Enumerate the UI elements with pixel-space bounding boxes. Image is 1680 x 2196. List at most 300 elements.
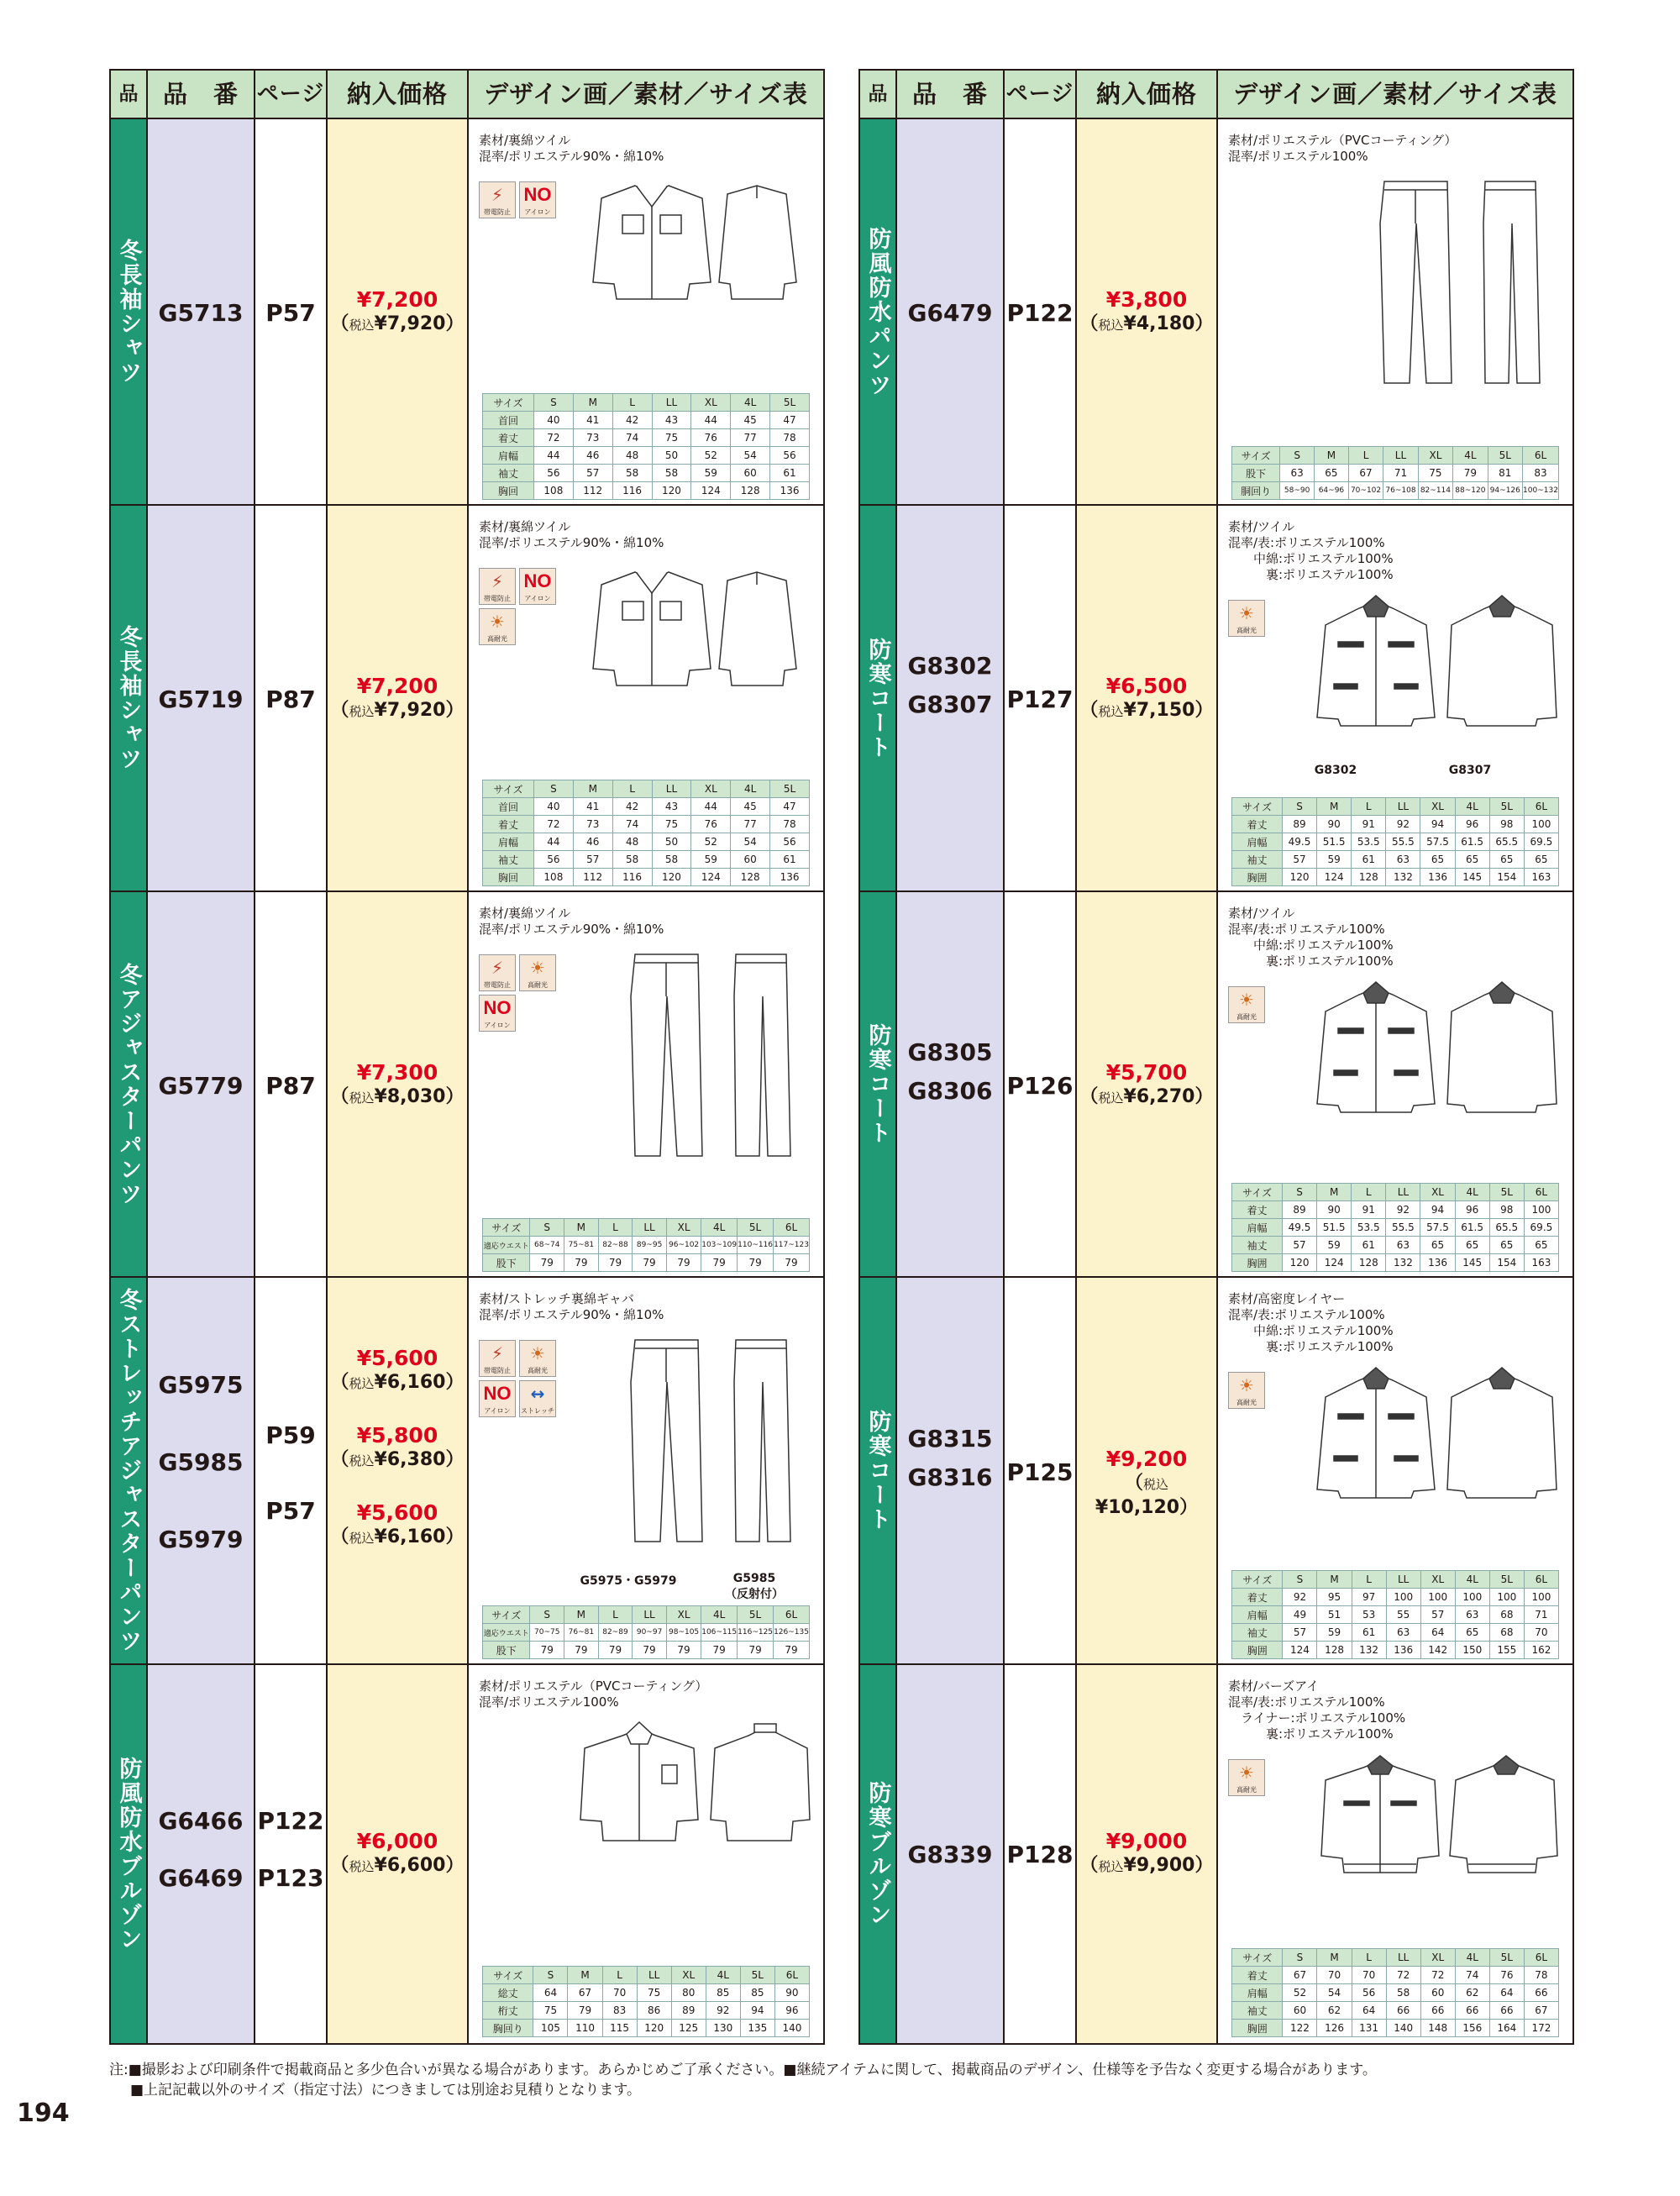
size-value: 94: [740, 2002, 774, 2020]
size-table-row: [1232, 1984, 1559, 2002]
size-value: 61: [1352, 851, 1386, 869]
size-header-cell: S: [530, 1606, 564, 1624]
size-value: 132: [1386, 869, 1420, 886]
size-header-cell: 5L: [770, 394, 810, 412]
wholesale-price: ¥7,300: [356, 1059, 438, 1085]
catalog-page-cell: [1005, 506, 1077, 890]
lightfast-icon: ☀ 高耐光: [479, 608, 516, 645]
size-value: 135: [740, 2020, 774, 2037]
size-header-cell: L: [598, 1606, 633, 1624]
product-code-cell: [897, 1278, 1005, 1663]
size-value: 97: [1352, 1589, 1386, 1606]
size-row-label: 袖丈: [1232, 1237, 1283, 1254]
price-cell: [328, 506, 469, 890]
size-header-cell: サイズ: [1232, 1571, 1283, 1589]
size-header-cell: サイズ: [483, 780, 534, 798]
size-header-cell: L: [598, 1219, 633, 1237]
product-category: [111, 119, 148, 504]
badge-label: 帯電防止: [484, 208, 511, 216]
product-row: [860, 1278, 1572, 1665]
size-value: 103~109: [701, 1237, 738, 1254]
size-table-row: [1232, 1606, 1559, 1624]
tax-label: 税込: [1098, 1090, 1124, 1106]
size-value: 58: [612, 851, 652, 869]
size-value: 66: [1386, 2002, 1420, 2020]
size-table-row: [1232, 1624, 1559, 1642]
material-text: 素材/ポリエステル（PVCコーティング） 混率/ポリエステル100%: [479, 1679, 708, 1710]
size-value: 72: [1386, 1967, 1420, 1984]
size-value: 79: [564, 1642, 599, 1659]
size-value: 128: [1352, 1254, 1386, 1272]
size-row-label: 股下: [1232, 465, 1280, 482]
size-value: 132: [1352, 1642, 1386, 1659]
garment-illustration: [1309, 1363, 1561, 1510]
illustration-caption: G8302: [1314, 764, 1357, 777]
size-row-label: 肩幅: [1232, 1219, 1283, 1237]
catalog-page-cell: [1005, 892, 1077, 1276]
size-row-label: 股下: [483, 1642, 530, 1659]
price-block: [328, 1346, 467, 1395]
size-value: 68: [1489, 1606, 1524, 1624]
size-value: 72: [533, 429, 573, 447]
size-value: 59: [1317, 1624, 1352, 1642]
badge-label: 高耐光: [528, 981, 548, 989]
size-value: 46: [573, 447, 612, 465]
size-value: 70: [1352, 1967, 1386, 1984]
product-category: [860, 1278, 897, 1663]
size-value: 73: [573, 816, 612, 833]
product-row: [860, 892, 1572, 1278]
tax-price-value: ¥9,900: [1123, 1855, 1195, 1876]
size-table-row: [483, 447, 810, 465]
header-design: デザイン画／素材／サイズ表: [1233, 80, 1557, 108]
size-header-cell: M: [564, 1219, 599, 1237]
size-value: 89~95: [633, 1237, 667, 1254]
size-table-header: [1232, 1949, 1559, 1967]
size-value: 65: [1420, 851, 1455, 869]
product-row: [111, 119, 823, 506]
header-name: 品: [111, 71, 148, 118]
size-value: 70~75: [530, 1624, 564, 1642]
size-header-cell: 4L: [731, 780, 770, 798]
catalog-page-cell: [255, 892, 328, 1276]
size-value: 77: [731, 816, 770, 833]
size-table: [482, 1218, 810, 1272]
no-iron-icon: NO アイロン: [479, 1380, 516, 1417]
product-code: G8306: [907, 1076, 993, 1105]
left-catalog-table: [109, 69, 825, 2045]
size-header-cell: 4L: [1455, 798, 1489, 816]
size-value: 56: [1352, 1984, 1386, 2002]
catalog-page: P57: [265, 299, 316, 327]
product-code: G8339: [907, 1841, 993, 1868]
size-value: 116: [612, 482, 652, 500]
stretch-icon: ↔ ストレッチ: [519, 1380, 556, 1417]
size-header-cell: サイズ: [483, 1967, 533, 1984]
size-row-label: 胸回り: [483, 2020, 533, 2037]
size-table-row: [483, 429, 810, 447]
size-table-row: [1232, 465, 1559, 482]
size-row-label: 胸回: [483, 869, 534, 886]
size-value: 57.5: [1420, 833, 1455, 851]
size-value: 90: [774, 1984, 809, 2002]
size-table-row: [483, 2002, 810, 2020]
design-cell: [469, 119, 823, 504]
size-value: 50: [652, 447, 691, 465]
material-text: 素材/バーズアイ 混率/表:ポリエステル100% ライナー:ポリエステル100% 裏:ポリエステル100%: [1228, 1679, 1406, 1742]
tax-label: 税込: [349, 318, 375, 333]
size-row-label: 着丈: [483, 816, 534, 833]
size-header-cell: XL: [666, 1606, 701, 1624]
size-value: 59: [691, 465, 731, 482]
size-value: 55.5: [1386, 833, 1420, 851]
badge-label: アイロン: [524, 208, 551, 216]
size-header-cell: 4L: [731, 394, 770, 412]
size-value: 51.5: [1317, 833, 1352, 851]
wholesale-price: ¥5,600: [356, 1345, 438, 1370]
size-value: 61.5: [1455, 833, 1489, 851]
size-table-header: [1232, 1184, 1559, 1201]
size-row-label: 袖丈: [483, 465, 534, 482]
price-block: [1077, 1447, 1216, 1520]
product-code-cell: [148, 1278, 255, 1663]
size-value: 122: [1283, 2020, 1317, 2037]
size-value: 63: [1386, 851, 1420, 869]
size-header-cell: 4L: [706, 1967, 740, 1984]
size-value: 132: [1386, 1254, 1420, 1272]
size-value: 66: [1420, 2002, 1455, 2020]
tax-price-value: ¥8,030: [374, 1085, 446, 1107]
badge-label: ストレッチ: [521, 1407, 554, 1415]
size-header-cell: L: [1348, 447, 1383, 465]
size-value: 70: [1317, 1967, 1352, 1984]
size-value: 56: [533, 465, 573, 482]
product-code: G5779: [158, 1071, 244, 1100]
size-table-row: [483, 2020, 810, 2037]
product-code: G6469: [158, 1864, 244, 1892]
size-value: 51.5: [1317, 1219, 1352, 1237]
wholesale-price: ¥7,200: [356, 674, 438, 698]
product-code-cell: [897, 1665, 1005, 2043]
lightfast-icon: ☀ 高耐光: [1228, 1372, 1265, 1409]
size-value: 75: [652, 816, 691, 833]
size-value: 110~116: [738, 1237, 774, 1254]
size-value: 140: [1386, 2020, 1420, 2037]
size-table-row: [1232, 482, 1559, 500]
catalog-page-cell: [255, 1665, 328, 2043]
size-header-cell: LL: [1386, 798, 1420, 816]
size-value: 95: [1317, 1589, 1352, 1606]
badge-label: 高耐光: [1236, 1399, 1257, 1406]
size-value: 79: [738, 1254, 774, 1272]
size-header-cell: LL: [1386, 1184, 1420, 1201]
size-value: 126: [1317, 2020, 1352, 2037]
size-value: 79: [530, 1642, 564, 1659]
size-row-label: 胴回り: [1232, 482, 1280, 500]
price-block: [328, 1500, 467, 1550]
price-cell: [1077, 506, 1218, 890]
size-value: 110: [568, 2020, 602, 2037]
size-value: 63: [1455, 1606, 1489, 1624]
size-value: 98: [1489, 1201, 1524, 1219]
size-value: 63: [1386, 1237, 1420, 1254]
design-cell: [469, 506, 823, 890]
wholesale-price: ¥5,700: [1105, 1059, 1188, 1085]
size-value: 65: [1455, 1624, 1489, 1642]
product-category-label: 防寒コート: [864, 1410, 891, 1531]
material-text: 素材/ツイル 混率/表:ポリエステル100% 中綿:ポリエステル100% 裏:ポリエステル100%: [1228, 519, 1394, 582]
size-header-cell: 5L: [1488, 447, 1522, 465]
price-cell: [328, 119, 469, 504]
tax-included-price: （税込¥6,160）: [330, 1526, 465, 1547]
tax-included-price: （税込¥6,600）: [330, 1855, 465, 1876]
size-value: 79: [530, 1254, 564, 1272]
size-table: [482, 1605, 810, 1659]
size-value: 100: [1524, 1201, 1558, 1219]
size-value: 81: [1488, 465, 1522, 482]
size-value: 94: [1420, 816, 1455, 833]
size-header-cell: XL: [1420, 1949, 1455, 1967]
size-row-label: 桁丈: [483, 2002, 533, 2020]
size-value: 89: [1282, 816, 1316, 833]
size-value: 92: [1386, 816, 1420, 833]
size-value: 136: [1420, 869, 1455, 886]
size-value: 47: [770, 798, 810, 816]
footnote-2: ■上記記載以外のサイズ（指定寸法）につきましては別途お見積りとなります。: [130, 2082, 642, 2099]
product-category-label: 防風防水ブルゾン: [115, 1757, 142, 1952]
illustration-caption: G5975・G5979: [580, 1574, 677, 1588]
antistatic-icon: ⚡ 帯電防止: [479, 954, 516, 991]
tax-price-value: ¥4,180: [1123, 313, 1195, 334]
size-value: 65: [1420, 1237, 1455, 1254]
tax-price-value: ¥7,920: [374, 313, 446, 334]
size-value: 108: [533, 482, 573, 500]
size-header-cell: XL: [671, 1967, 706, 1984]
product-category: [860, 506, 897, 890]
size-row-label: 袖丈: [483, 851, 534, 869]
size-value: 43: [652, 412, 691, 429]
size-value: 136: [770, 869, 810, 886]
tax-label: 税込: [349, 1859, 375, 1874]
size-value: 78: [1524, 1967, 1558, 1984]
size-value: 120: [652, 482, 691, 500]
size-row-label: 肩幅: [1232, 833, 1283, 851]
size-value: 91: [1352, 816, 1386, 833]
header-page: ページ: [255, 71, 328, 118]
lightfast-icon: ☀ 高耐光: [1228, 986, 1265, 1023]
size-header-cell: M: [1317, 1184, 1352, 1201]
catalog-page: P128: [1006, 1841, 1074, 1868]
size-value: 100: [1455, 1589, 1489, 1606]
size-value: 75: [637, 1984, 671, 2002]
catalog-page: P59: [265, 1421, 316, 1449]
product-code-cell: [148, 119, 255, 504]
tax-included-price: （税込¥8,030）: [330, 1085, 465, 1107]
size-row-label: 首回: [483, 412, 534, 429]
header-price: 納入価格: [1077, 71, 1218, 118]
page-number: 194: [17, 2099, 70, 2128]
size-value: 49.5: [1282, 1219, 1316, 1237]
size-table-row: [483, 798, 810, 816]
size-value: 116: [612, 869, 652, 886]
size-value: 136: [770, 482, 810, 500]
size-value: 70: [602, 1984, 637, 2002]
garment-illustration: [576, 560, 811, 697]
size-value: 117~123: [774, 1237, 810, 1254]
size-value: 76: [691, 816, 731, 833]
size-value: 89: [671, 2002, 706, 2020]
size-value: 42: [612, 798, 652, 816]
size-value: 92: [1283, 1589, 1317, 1606]
size-value: 79: [701, 1254, 738, 1272]
size-value: 156: [1455, 2020, 1489, 2037]
badge-label: 高耐光: [528, 1367, 548, 1374]
size-row-label: 股下: [483, 1254, 530, 1272]
tax-included-price: （税込¥10,120）: [1095, 1472, 1199, 1518]
size-header-cell: L: [612, 780, 652, 798]
size-header-cell: S: [1283, 1571, 1317, 1589]
product-code: G5713: [158, 299, 244, 327]
size-value: 66: [1524, 1984, 1558, 2002]
size-value: 57: [1283, 1624, 1317, 1642]
material-text: 素材/裏綿ツイル 混率/ポリエステル90%・綿10%: [479, 906, 664, 937]
wholesale-price: ¥5,600: [356, 1500, 438, 1525]
size-value: 60: [1420, 1984, 1455, 2002]
size-value: 79: [598, 1254, 633, 1272]
price-cell: [1077, 1278, 1218, 1663]
size-table-header: [1232, 1571, 1559, 1589]
product-row: [860, 506, 1572, 892]
size-header-cell: 4L: [701, 1219, 738, 1237]
size-header-cell: LL: [652, 394, 691, 412]
product-row: [860, 119, 1572, 506]
wholesale-price: ¥9,000: [1105, 1829, 1188, 1853]
size-row-label: 着丈: [483, 429, 534, 447]
tax-included-price: （税込¥6,270）: [1079, 1085, 1214, 1107]
tax-price-value: ¥6,380: [374, 1448, 446, 1470]
size-row-label: 着丈: [1232, 1967, 1283, 1984]
size-value: 75: [1418, 465, 1452, 482]
size-row-label: 袖丈: [1232, 1624, 1283, 1642]
design-cell: [1218, 1665, 1572, 2043]
size-value: 90~97: [633, 1624, 667, 1642]
tax-label: 税込: [349, 1530, 375, 1546]
size-value: 142: [1420, 1642, 1455, 1659]
size-header-cell: M: [1317, 798, 1352, 816]
size-header-cell: XL: [1418, 447, 1452, 465]
product-category-label: 防寒コート: [864, 637, 891, 759]
size-value: 79: [633, 1254, 667, 1272]
price-block: [1077, 1829, 1216, 1878]
size-value: 44: [691, 798, 731, 816]
size-table-row: [483, 816, 810, 833]
product-code: G8305: [907, 1038, 993, 1066]
size-row-label: 適応ウエスト: [483, 1624, 530, 1642]
size-value: 163: [1524, 1254, 1558, 1272]
size-value: 162: [1524, 1642, 1558, 1659]
size-value: 65: [1524, 851, 1558, 869]
size-row-label: 肩幅: [1232, 1984, 1283, 2002]
size-value: 67: [568, 1984, 602, 2002]
size-row-label: 総丈: [483, 1984, 533, 2002]
size-value: 57: [1282, 851, 1316, 869]
size-header-cell: S: [1280, 447, 1315, 465]
size-value: 148: [1420, 2020, 1455, 2037]
product-code-cell: [148, 892, 255, 1276]
size-value: 60: [731, 851, 770, 869]
size-table: [1231, 446, 1559, 500]
product-code: G8307: [907, 691, 993, 718]
tax-price-value: ¥6,160: [374, 1371, 446, 1393]
size-value: 65: [1455, 851, 1489, 869]
size-table-row: [483, 1254, 810, 1272]
price-cell: [1077, 1665, 1218, 2043]
size-value: 40: [533, 798, 573, 816]
size-header-cell: LL: [633, 1606, 667, 1624]
size-value: 57.5: [1420, 1219, 1455, 1237]
size-value: 90: [1317, 1201, 1352, 1219]
size-value: 68~74: [530, 1237, 564, 1254]
size-header-cell: 5L: [738, 1219, 774, 1237]
size-header-cell: L: [1352, 1184, 1386, 1201]
size-value: 106~115: [701, 1624, 738, 1642]
product-category: [860, 1665, 897, 2043]
size-value: 83: [602, 2002, 637, 2020]
size-table-header: [483, 1219, 810, 1237]
price-cell: [328, 892, 469, 1276]
size-value: 164: [1489, 2020, 1524, 2037]
size-value: 58~90: [1280, 482, 1315, 500]
size-value: 124: [691, 482, 731, 500]
size-row-label: 胸回: [483, 482, 534, 500]
size-row-label: 着丈: [1232, 816, 1283, 833]
size-header-cell: 5L: [1489, 1949, 1524, 1967]
size-value: 94: [1420, 1201, 1455, 1219]
size-table-row: [1232, 1589, 1559, 1606]
material-text: 素材/高密度レイヤー 混率/表:ポリエステル100% 中綿:ポリエステル100% 裏:ポリエステル100%: [1228, 1291, 1394, 1354]
size-value: 74: [1455, 1967, 1489, 1984]
size-value: 172: [1524, 2020, 1558, 2037]
tax-label: 税込: [1143, 1476, 1169, 1492]
size-value: 53.5: [1352, 1219, 1386, 1237]
size-table: [482, 1966, 810, 2037]
product-code: G8302: [907, 652, 993, 680]
size-table: [1231, 1570, 1559, 1659]
size-value: 100: [1386, 1589, 1420, 1606]
garment-illustration: [576, 173, 811, 311]
size-table-row: [1232, 1237, 1559, 1254]
size-value: 61: [770, 851, 810, 869]
size-value: 60: [731, 465, 770, 482]
size-value: 59: [1317, 1237, 1352, 1254]
size-header-cell: XL: [1420, 1571, 1455, 1589]
size-header-cell: 6L: [1524, 1949, 1558, 1967]
size-value: 79: [701, 1642, 738, 1659]
size-value: 100~132: [1523, 482, 1559, 500]
product-code: G8315: [907, 1424, 993, 1453]
size-value: 44: [533, 447, 573, 465]
size-header-cell: L: [1352, 1949, 1386, 1967]
product-code-cell: [897, 892, 1005, 1276]
size-row-label: 胸囲: [1232, 2020, 1283, 2037]
header-price: 納入価格: [328, 71, 469, 118]
price-block: [328, 1423, 467, 1473]
header-code: 品 番: [897, 71, 1005, 118]
size-header-cell: S: [1282, 1184, 1316, 1201]
lightfast-icon: ☀ 高耐光: [519, 954, 556, 991]
size-value: 154: [1489, 1254, 1524, 1272]
lightfast-icon: ☀ 高耐光: [1228, 600, 1265, 637]
